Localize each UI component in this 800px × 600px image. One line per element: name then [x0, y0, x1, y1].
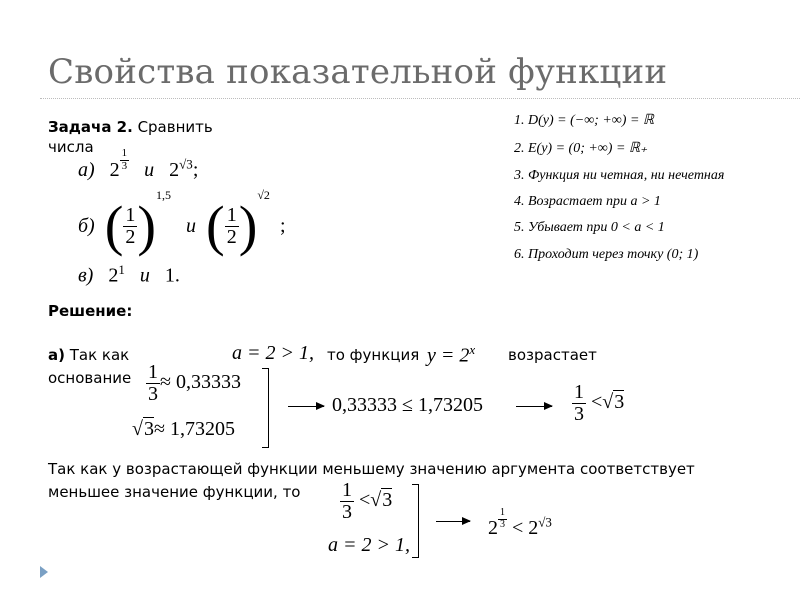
item-b-label: б) [78, 214, 95, 237]
concl-res-exp-num: 1 [500, 507, 505, 518]
solution-func-text: то функция [327, 346, 420, 364]
item-a-and: и [144, 159, 155, 182]
property-item: 6. Проходит через точку (0; 1) [514, 247, 699, 262]
concl-rel: < [359, 489, 371, 512]
concl-res-exp-den: 3 [500, 518, 505, 530]
concl-root: 3 [382, 489, 393, 512]
solution-a-line [48, 346, 129, 364]
property-item: 5. Убывает при 0 < a < 1 [514, 220, 665, 235]
conclusion-ineq: $\frac{1}{3}$ <√3 [342, 479, 393, 523]
system-brace-2 [412, 484, 419, 558]
solution-base-text: основание [48, 369, 132, 387]
result-num: 1 [574, 381, 584, 403]
solution-a-label: а) [48, 346, 65, 364]
item-a-end: ; [192, 159, 199, 182]
item-c-and: и [139, 264, 150, 287]
compare-expression: 0,33333 ≤ 1,73205 [332, 394, 483, 416]
item-b-end: ; [279, 214, 286, 237]
concl-res-base2: 2 [528, 517, 539, 540]
item-b-num2: 1 [226, 203, 237, 226]
item-a-label: а) [78, 159, 95, 182]
arrow-right-icon [516, 406, 552, 407]
property-item: 2. E(y) = (0; +∞) = ℝ₊ [514, 141, 648, 156]
property-item: 3. Функция ни четная, ни нечетная [514, 168, 725, 183]
item-b-num: 1 [125, 203, 136, 226]
item-c-base: 2 [108, 264, 119, 287]
approx-1 [146, 362, 241, 405]
solution-increases: возрастает [508, 346, 597, 364]
conclusion-line-2: меньшее значение функции, то [48, 483, 301, 501]
approx2-root: 3 [143, 418, 154, 440]
solution-func [427, 342, 475, 368]
concl-res-base: 2 [488, 517, 498, 540]
item-b-den2: 2 [226, 225, 237, 248]
concl-res-rel: < [512, 517, 524, 540]
task-label: Задача 2. [48, 118, 133, 136]
next-slide-arrow-icon[interactable] [40, 566, 48, 578]
result-a: $\frac{1}{3}$ <√3 [574, 381, 625, 425]
slide-title: Свойства показательной функции [48, 52, 668, 92]
item-a-exp2: √3 [179, 156, 193, 172]
solution-a-text: Так как [64, 346, 130, 364]
item-c [78, 262, 180, 288]
task-statement [48, 118, 213, 136]
solution-a-cond: a = 2 > 1, [232, 342, 314, 364]
paren-right-2: ) [238, 195, 258, 258]
item-c-exp: 1 [118, 262, 125, 277]
func-exponent: x [469, 342, 476, 357]
arrow-right-icon [436, 521, 470, 522]
item-a-exp-num: 1 [121, 147, 128, 159]
approx1-den: 3 [148, 383, 158, 405]
conclusion-result [488, 508, 552, 540]
property-item: 4. Возрастает при a > 1 [514, 194, 661, 209]
approx2-val: ≈ 1,73205 [153, 418, 235, 440]
paren-left: ( [104, 195, 124, 258]
arrow-right-icon [288, 406, 324, 407]
conclusion-cond: a = 2 > 1, [328, 534, 410, 556]
item-a-base: 2 [109, 159, 120, 182]
item-a-exp-den: 3 [121, 159, 128, 172]
paren-left-2: ( [206, 195, 225, 258]
paren-right: ) [137, 195, 157, 258]
solution-label: Решение: [48, 302, 133, 320]
result-root: 3 [614, 391, 625, 414]
item-b-exp1: 1,5 [156, 188, 172, 202]
task-text: Сравнить [132, 118, 213, 136]
approx1-val: ≈ 0,33333 [160, 371, 241, 394]
property-item: 1. D(y) = (−∞; +∞) = ℝ [514, 113, 654, 128]
result-rel: < [591, 391, 603, 414]
item-b-den: 2 [125, 225, 136, 248]
result-den: 3 [574, 403, 584, 425]
title-divider [40, 98, 800, 99]
item-c-val: 1. [164, 264, 180, 287]
approx1-num: 1 [148, 361, 158, 383]
task-text-2: числа [48, 138, 94, 156]
concl-res-exp2: √3 [538, 514, 552, 530]
item-c-label: в) [78, 264, 94, 287]
item-b-and: и [186, 214, 197, 237]
approx-2: √3≈ 1,73205 [132, 418, 235, 440]
item-b-exp2: √2 [257, 188, 270, 202]
item-b [78, 188, 286, 258]
conclusion-line-1: Так как у возрастающей функции меньшему значению аргумента соответствует [48, 460, 695, 478]
func-expression: y = 2 [427, 344, 470, 367]
item-a [78, 148, 198, 182]
system-brace [262, 368, 269, 448]
concl-den: 3 [342, 501, 352, 523]
item-a-base2: 2 [169, 159, 180, 182]
concl-num: 1 [342, 479, 352, 501]
